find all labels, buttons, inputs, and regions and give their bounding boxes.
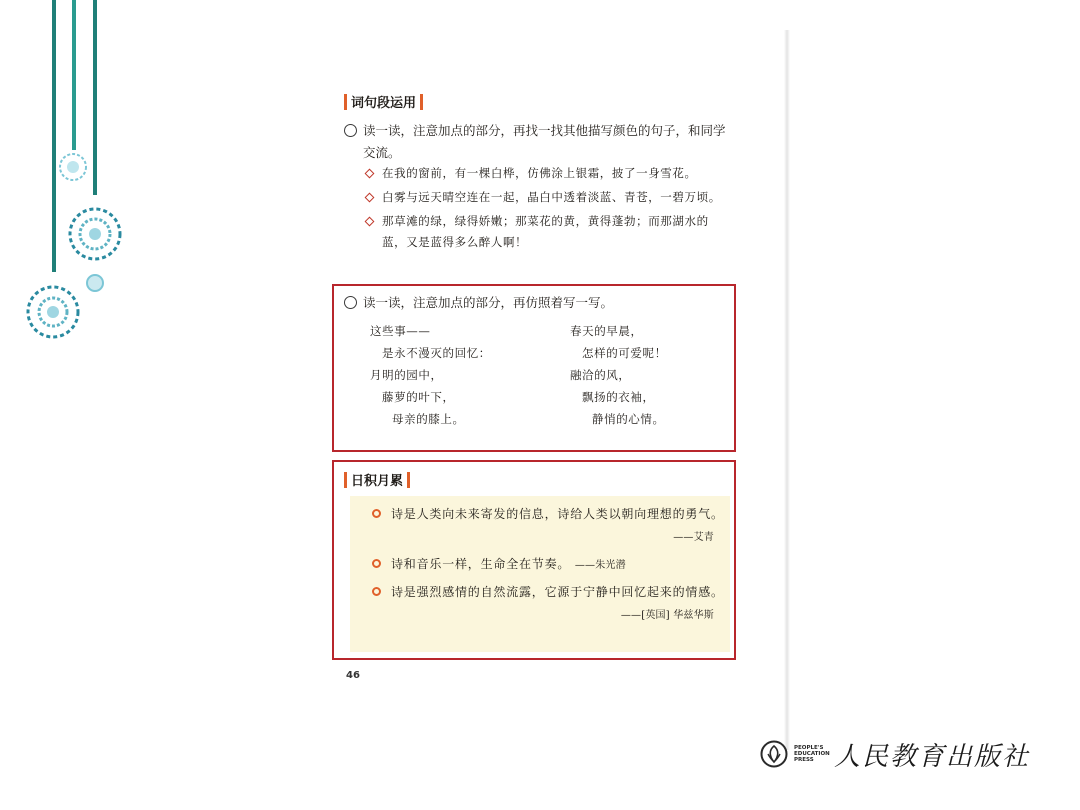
publisher-english-name: PEOPLE'S EDUCATION PRESS bbox=[794, 745, 830, 763]
quote-author: ——[英国] 华兹华斯 bbox=[620, 610, 714, 621]
exercise-2-prompt: 读一读，注意加点的部分，再仿照着写一写。 bbox=[344, 292, 724, 314]
quote-item bbox=[372, 580, 724, 628]
poem-line: 怎样的可爱呢！ bbox=[582, 346, 667, 360]
exercise-1-prompt: 读一读，注意加点的部分，再找一找其他描写颜色的句子，和同学交流。 bbox=[344, 120, 734, 164]
poem-line: 融洽的风， bbox=[570, 368, 631, 382]
ring-bullet-icon bbox=[372, 587, 381, 596]
publisher-chinese-name: 人民教育出版社 bbox=[834, 741, 1031, 772]
section-heading-word-usage bbox=[344, 92, 423, 111]
daily-accumulation-box bbox=[332, 460, 736, 660]
quote-text: 诗是人类向未来寄发的信息，诗给人类以朝向理想的勇气。 bbox=[391, 507, 724, 521]
ring-bullet-icon bbox=[372, 559, 381, 568]
poem-line: 这些事—— bbox=[370, 324, 431, 338]
publisher-emblem-icon bbox=[760, 740, 788, 768]
poem-line: 静悄的心情。 bbox=[592, 412, 665, 426]
example-sentences bbox=[362, 163, 732, 256]
example-sentence: 白雾与远天晴空连在一起，晶白中透着淡蓝、青苍，一碧万顷。 bbox=[362, 187, 732, 208]
example-sentence: 在我的窗前，有一棵白桦，仿佛涂上银霜，披了一身雪花。 bbox=[362, 163, 732, 184]
diamond-bullet-icon bbox=[365, 217, 375, 227]
quote-text: 诗是强烈感情的自然流露，它源于宁静中回忆起来的情感。 bbox=[391, 585, 724, 599]
poem-line: 飘扬的衣袖， bbox=[582, 390, 655, 404]
diamond-bullet-icon bbox=[365, 193, 375, 203]
quote-list bbox=[372, 502, 724, 630]
section-title: 日积月累 bbox=[351, 474, 404, 489]
ring-bullet-icon bbox=[372, 509, 381, 518]
section-title: 词句段运用 bbox=[351, 96, 417, 111]
quote-author: ——艾青 bbox=[673, 532, 714, 543]
snowflake-ornaments bbox=[0, 0, 140, 360]
quote-text: 诗和音乐一样，生命全在节奏。 bbox=[391, 557, 571, 571]
poem-imitation-box bbox=[332, 284, 736, 452]
poem-line: 是永不漫灭的回忆： bbox=[382, 346, 491, 360]
poem-left bbox=[370, 320, 530, 430]
poem-line: 月明的园中， bbox=[370, 368, 443, 382]
quote-author: ——朱光潜 bbox=[574, 560, 626, 571]
page-number: 46 bbox=[346, 670, 360, 681]
poem-line: 春天的早晨， bbox=[570, 324, 643, 338]
circle-marker-icon bbox=[344, 124, 357, 137]
diamond-bullet-icon bbox=[365, 169, 375, 179]
poem-line: 母亲的膝上。 bbox=[392, 412, 465, 426]
poem-right bbox=[570, 320, 730, 430]
snowflake-ornament-icon bbox=[0, 0, 140, 360]
example-sentence: 那草滩的绿，绿得娇嫩；那菜花的黄，黄得蓬勃；而那湖水的蓝，又是蓝得多么醉人啊！ bbox=[362, 211, 732, 253]
page-fold bbox=[784, 30, 790, 750]
textbook-page bbox=[332, 80, 736, 700]
quote-item bbox=[372, 552, 724, 578]
publisher-logo bbox=[760, 734, 1030, 774]
section-heading-daily-accumulation bbox=[344, 470, 410, 489]
quote-item bbox=[372, 502, 724, 550]
circle-marker-icon bbox=[344, 296, 357, 309]
poem-line: 藤萝的叶下， bbox=[382, 390, 455, 404]
